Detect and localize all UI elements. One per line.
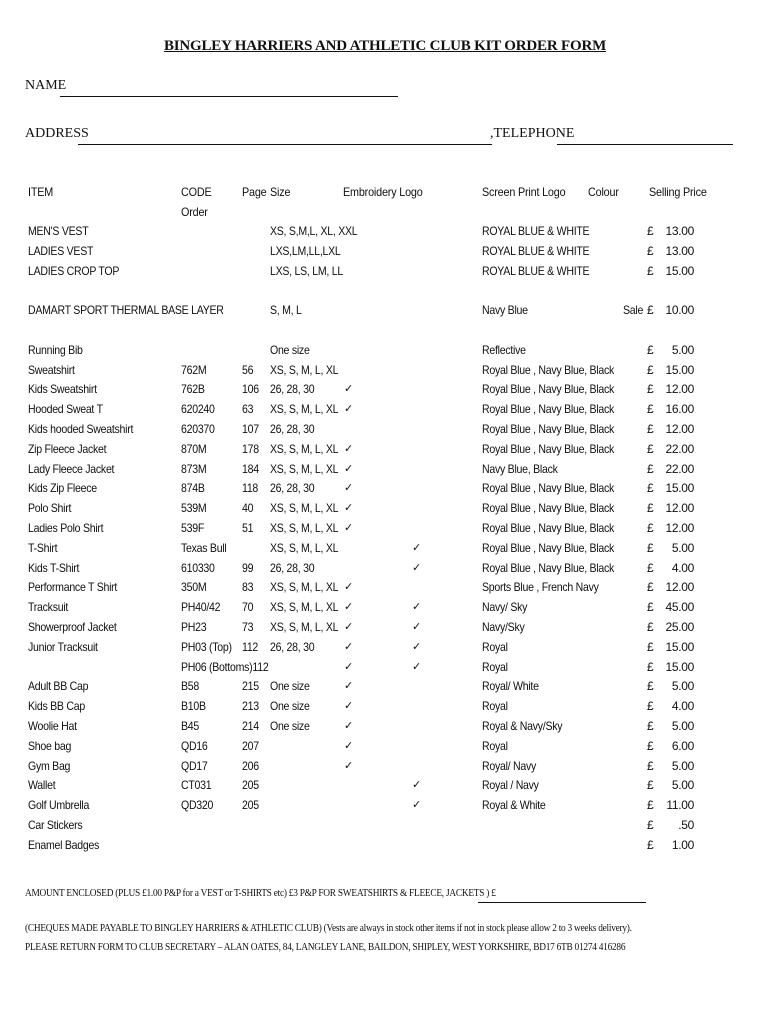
pound-sign: £ [647,798,654,813]
row-code: QD17 [181,758,208,773]
header-size: Size [270,185,291,199]
row-colour: Navy Blue, Black [482,461,558,476]
row-price: 5.00 [671,778,694,793]
row-size: 26, 28, 30 [270,639,315,654]
row-price: 5.00 [671,540,694,555]
row-page: 207 [242,738,259,753]
embroidery-tick-icon: ✓ [344,482,354,495]
address-label: ADDRESS [25,126,89,141]
row-page: 73 [242,620,254,634]
row-size: 26, 28, 30 [270,560,315,575]
telephone-input-line[interactable] [557,144,733,145]
pound-sign: £ [647,481,654,496]
row-colour: Royal/ Navy [482,758,537,773]
header-screen-print-logo: Screen Print Logo [482,185,566,199]
row-page: 107 [242,422,259,436]
row-item-name: LADIES VEST [28,243,94,258]
row-price: 15.00 [665,263,694,278]
row-code: QD320 [181,798,214,813]
pound-sign: £ [647,382,654,397]
pound-sign: £ [647,540,654,555]
row-colour: Royal Blue , Navy Blue, Black [482,422,615,436]
row-size: One size [270,699,310,714]
row-item-name: Running Bib [28,342,83,357]
row-item-name: Showerproof Jacket [28,620,117,634]
row-item-name: LADIES CROP TOP [28,263,120,278]
pound-sign: £ [647,243,654,258]
row-size: XS, S, M, L, XL [270,600,339,615]
pound-sign: £ [647,303,654,318]
pound-sign: £ [647,422,654,436]
name-input-line[interactable] [60,96,398,97]
pound-sign: £ [647,758,654,773]
row-size: XS, S, M, L, XL [270,402,339,417]
row-price: 5.00 [671,719,694,733]
row-size: 26, 28, 30 [270,382,315,397]
screen-print-tick-icon: ✓ [412,601,422,614]
row-colour: Royal [482,699,508,714]
row-page: 214 [242,719,259,733]
pound-sign: £ [647,639,654,654]
row-colour: Royal Blue , Navy Blue, Black [482,540,615,555]
row-page: 205 [242,778,259,793]
row-page: 205 [242,798,259,813]
header-order: Order [181,205,208,219]
row-colour: Royal Blue , Navy Blue, Black [482,501,615,516]
pound-sign: £ [647,837,654,852]
pound-sign: £ [647,778,654,793]
row-code: PH40/42 [181,600,221,615]
row-colour: ROYAL BLUE & WHITE [482,224,590,238]
row-colour: Navy/ Sky [482,600,528,615]
row-colour: Royal/ White [482,679,539,694]
row-price: 13.00 [665,224,694,238]
row-code: PH06 (Bottoms)112 [181,659,269,674]
row-price: 12.00 [665,501,694,516]
row-price: 10.00 [665,303,694,318]
row-item-name: Kids Sweatshirt [28,382,97,397]
row-size: XS, S, M, L, XL [270,362,339,377]
row-code: B58 [181,679,199,694]
row-item-name: Enamel Badges [28,837,100,852]
embroidery-tick-icon: ✓ [344,621,354,633]
embroidery-tick-icon: ✓ [344,720,354,732]
row-page: 63 [242,402,254,417]
pound-sign: £ [647,402,654,417]
screen-print-tick-icon: ✓ [412,640,422,653]
row-item-name: Tracksuit [28,600,69,615]
row-price: 45.00 [665,600,694,615]
row-colour: Royal & White [482,798,546,813]
row-item-name: DAMART SPORT THERMAL BASE LAYER [28,303,224,318]
row-size: XS, S, M, L, XL [270,441,339,456]
row-colour: Navy/Sky [482,620,525,634]
header-item: ITEM [28,185,54,199]
row-colour: Royal & Navy/Sky [482,719,563,733]
row-page: 99 [242,560,254,575]
row-colour: Navy Blue [482,303,528,318]
row-page: 213 [242,699,259,714]
pound-sign: £ [647,679,654,694]
pound-sign: £ [647,342,654,357]
row-page: 51 [242,521,254,535]
row-price: 4.00 [671,699,694,714]
header-page: Page [242,185,267,199]
telephone-label: ,TELEPHONE [490,126,575,141]
embroidery-tick-icon: ✓ [344,660,354,673]
row-size: XS, S, M, L, XL [270,540,339,555]
pound-sign: £ [647,560,654,575]
row-colour: Royal Blue , Navy Blue, Black [482,481,615,496]
row-page: 106 [242,382,259,397]
row-price: 22.00 [665,461,694,476]
sale-label: Sale [623,303,644,318]
row-item-name: Kids BB Cap [28,699,85,714]
pound-sign: £ [647,699,654,714]
pound-sign: £ [647,461,654,476]
row-code: 539M [181,501,207,516]
cheques-note: (CHEQUES MADE PAYABLE TO BINGLEY HARRIERS & ATHLETIC CLUB) (Vests are always in stock other items if not in stock please allow 2 to 3 weeks delivery). [25,922,632,934]
row-colour: Royal Blue , Navy Blue, Black [482,521,615,535]
row-page: 40 [242,501,254,516]
row-colour: Royal [482,639,508,654]
embroidery-tick-icon: ✓ [344,739,354,752]
row-price: 16.00 [665,402,694,417]
row-code: 539F [181,521,205,535]
row-item-name: Ladies Polo Shirt [28,521,104,535]
embroidery-tick-icon: ✓ [344,462,354,475]
row-colour: Royal / Navy [482,778,539,793]
row-item-name: Adult BB Cap [28,679,89,694]
row-item-name: Shoe bag [28,738,72,753]
pound-sign: £ [647,818,654,832]
row-code: 762B [181,382,205,397]
embroidery-tick-icon: ✓ [344,502,354,515]
pound-sign: £ [647,620,654,634]
row-colour: Royal Blue , Navy Blue, Black [482,402,615,417]
pound-sign: £ [647,738,654,753]
row-size: LXS,LM,LL,LXL [270,243,341,258]
row-price: 15.00 [665,659,694,674]
embroidery-tick-icon: ✓ [344,403,354,416]
row-code: Texas Bull [181,540,227,555]
row-page: 56 [242,362,254,377]
row-price: .50 [678,818,694,832]
row-code: 873M [181,461,207,476]
row-size: XS, S, M, L, XL [270,580,339,595]
row-page: 206 [242,758,259,773]
row-size: One size [270,342,310,357]
amount-enclosed-text: AMOUNT ENCLOSED (PLUS £1.00 P&P for a VEST or T-SHIRTS etc) £3 P&P FOR SWEATSHIRTS & FLEECE, JACKETS ) £ [25,887,496,899]
embroidery-tick-icon: ✓ [344,522,354,534]
row-size: XS, S, M, L, XL [270,461,339,476]
row-colour: Reflective [482,342,526,357]
row-size: XS, S,M,L, XL, XXL [270,224,358,238]
row-code: B10B [181,699,206,714]
row-price: 12.00 [665,422,694,436]
row-page: 83 [242,580,254,595]
row-price: 4.00 [671,560,694,575]
row-size: 26, 28, 30 [270,481,315,496]
row-page: 178 [242,441,259,456]
row-item-name: Lady Fleece Jacket [28,461,115,476]
header-embroidery-logo: Embroidery Logo [343,185,423,199]
row-item-name: Sweatshirt [28,362,75,377]
row-price: 15.00 [665,481,694,496]
row-size: XS, S, M, L, XL [270,620,339,634]
pound-sign: £ [647,441,654,456]
row-code: QD16 [181,738,208,753]
row-item-name: Gym Bag [28,758,71,773]
embroidery-tick-icon: ✓ [344,700,354,713]
row-item-name: Wallet [28,778,56,793]
row-code: 620240 [181,402,215,417]
row-code: CT031 [181,778,212,793]
row-item-name: Polo Shirt [28,501,72,516]
row-price: 13.00 [665,243,694,258]
row-item-name: MEN'S VEST [28,224,89,238]
row-size: S, M, L [270,303,302,318]
row-item-name: Zip Fleece Jacket [28,441,107,456]
row-item-name: Kids T-Shirt [28,560,80,575]
header-selling-price: Selling Price [649,185,707,199]
row-page: 215 [242,679,259,694]
pound-sign: £ [647,224,654,238]
row-code: 610330 [181,560,215,575]
pound-sign: £ [647,263,654,278]
row-item-name: Woolie Hat [28,719,77,733]
row-page: 118 [242,481,259,496]
row-code: PH03 (Top) [181,639,232,654]
screen-print-tick-icon: ✓ [412,779,422,792]
row-code: PH23 [181,620,207,634]
amount-enclosed-line[interactable] [478,902,646,903]
row-size: One size [270,719,310,733]
embroidery-tick-icon: ✓ [344,640,354,653]
screen-print-tick-icon: ✓ [412,799,422,812]
screen-print-tick-icon: ✓ [412,541,422,554]
screen-print-tick-icon: ✓ [412,561,422,574]
pound-sign: £ [647,600,654,615]
pound-sign: £ [647,521,654,535]
pound-sign: £ [647,719,654,733]
embroidery-tick-icon: ✓ [344,581,354,594]
header-colour: Colour [588,185,619,199]
row-size: XS, S, M, L, XL [270,501,339,516]
row-item-name: Kids hooded Sweatshirt [28,422,134,436]
screen-print-tick-icon: ✓ [412,660,422,673]
row-colour: Royal [482,738,508,753]
row-price: 6.00 [671,738,694,753]
row-price: 5.00 [671,679,694,694]
row-code: 762M [181,362,207,377]
row-price: 12.00 [665,382,694,397]
row-price: 12.00 [665,580,694,595]
row-page: 112 [242,639,259,654]
row-item-name: Performance T Shirt [28,580,118,595]
row-size: One size [270,679,310,694]
pound-sign: £ [647,501,654,516]
row-colour: ROYAL BLUE & WHITE [482,263,590,278]
pound-sign: £ [647,362,654,377]
embroidery-tick-icon: ✓ [344,759,354,772]
row-price: 1.00 [671,837,694,852]
embroidery-tick-icon: ✓ [344,383,354,396]
row-price: 15.00 [665,639,694,654]
header-code: CODE [181,185,212,199]
row-size: 26, 28, 30 [270,422,315,436]
row-item-name: Junior Tracksuit [28,639,98,654]
row-code: 620370 [181,422,215,436]
form-title: BINGLEY HARRIERS AND ATHLETIC CLUB KIT ORDER FORM [163,38,607,54]
row-price: 15.00 [665,362,694,377]
row-item-name: Car Stickers [28,818,83,832]
row-size: XS, S, M, L, XL [270,521,339,535]
row-price: 22.00 [665,441,694,456]
row-item-name: Hooded Sweat T [28,402,103,417]
embroidery-tick-icon: ✓ [344,680,354,693]
row-item-name: Kids Zip Fleece [28,481,97,496]
return-address-note: PLEASE RETURN FORM TO CLUB SECRETARY – ALAN OATES, 84, LANGLEY LANE, BAILDON, SHIPLEY, WEST YORKSHIRE, BD17 6TB 01274 416286 [25,941,626,953]
embroidery-tick-icon: ✓ [344,601,354,614]
row-price: 5.00 [671,758,694,773]
pound-sign: £ [647,580,654,595]
row-item-name: Golf Umbrella [28,798,90,813]
pound-sign: £ [647,659,654,674]
name-label: NAME [25,78,67,93]
row-colour: Royal Blue , Navy Blue, Black [482,441,615,456]
row-colour: Royal Blue , Navy Blue, Black [482,560,615,575]
row-code: 874B [181,481,205,496]
row-size: LXS, LS, LM, LL [270,263,343,278]
row-price: 11.00 [666,798,694,813]
row-colour: ROYAL BLUE & WHITE [482,243,590,258]
row-colour: Sports Blue , French Navy [482,580,599,595]
row-price: 12.00 [665,521,694,535]
row-code: B45 [181,719,199,733]
address-input-line[interactable] [78,144,492,145]
row-colour: Royal Blue , Navy Blue, Black [482,362,615,377]
screen-print-tick-icon: ✓ [412,621,422,633]
row-item-name: T-Shirt [28,540,58,555]
row-colour: Royal [482,659,508,674]
row-code: 870M [181,441,207,456]
row-page: 184 [242,461,259,476]
row-page: 70 [242,600,254,615]
row-price: 5.00 [671,342,694,357]
row-code: 350M [181,580,207,595]
row-colour: Royal Blue , Navy Blue, Black [482,382,615,397]
embroidery-tick-icon: ✓ [344,442,354,455]
row-price: 25.00 [665,620,694,634]
